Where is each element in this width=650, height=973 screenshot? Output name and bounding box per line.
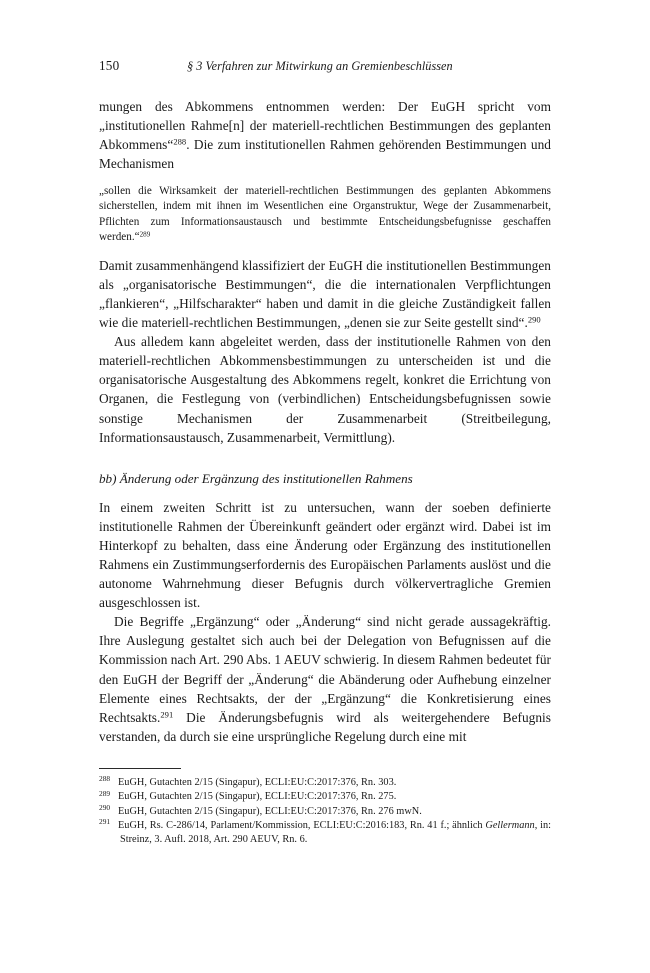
- footnote-marker-291[interactable]: 291: [160, 709, 174, 720]
- footnote-289: 289 EuGH, Gutachten 2/15 (Singapur), ECLI:EU:C:2017:376, Rn. 275.: [99, 788, 397, 803]
- footnote-section: [99, 768, 551, 848]
- page-number: 150: [99, 58, 120, 73]
- footnote-text-after: , in: Streinz, 3. Aufl. 2018, Art. 290 AEUV, Rn. 6.: [120, 820, 551, 846]
- block-quotation: [99, 184, 551, 244]
- footnote-288: 288 EuGH, Gutachten 2/15 (Singapur), ECLI:EU:C:2017:376, Rn. 303.: [99, 774, 397, 788]
- page-text-block: [99, 58, 551, 746]
- paragraph-classification: [99, 256, 551, 332]
- paragraph-text-part-a: mungen des Abkommens entnommen werden: Der EuGH spricht vom „institutionellen Rahme[n] der materiell-rechtlichen Bestimmungen des geplanten Abkommens“: [99, 99, 551, 153]
- paragraph-text: Damit zusammenhängend klassifiziert der EuGH die institutionellen Bestimmungen als „organisatorische Bestimmungen“, die die internationalen Verpflichtungen „flankieren“, „Hilfscharakter“ haben und damit in die gleiche Zuständigkeit fallen wie die materiell-rechtlichen Bestimmungen, „denen sie zur Seite gestellt sind“.: [99, 257, 551, 331]
- footnote-separator-rule: [99, 768, 181, 769]
- paragraph-text-part-b: . Die zum institutionellen Rahmen gehörenden Bestimmungen und Mechanismen: [99, 137, 551, 172]
- paragraph-continuation: [99, 97, 551, 173]
- footnote-291: 291 EuGH, Rs. C-286/14, Parlament/Kommission, ECLI:EU:C:2016:183, Rn. 41 f.; ähnlich Gellermann, in: Streinz, 3. Aufl. 2018, Art. 290 AEUV, Rn. 6.: [99, 817, 551, 846]
- paragraph-second-step: In einem zweiten Schritt ist zu untersuchen, wann der soeben definierte institutionelle Rahmen der Übereinkunft geändert oder ergänzt wird. Dabei ist im Hinterkopf zu behalten, dass eine Änderung oder Ergänzung des institutionellen Rahmens ein Zustimmungserfordernis des Europäischen Parlaments auslöst und die autonome Wahrnehmung dieser Befugnis durch völkervertragliche Gremien ausgeschlossen ist.: [99, 499, 551, 611]
- footnote-marker-288[interactable]: 288: [173, 136, 187, 147]
- subheading-bb: bb) Änderung oder Ergänzung des institutionellen Rahmens: [99, 470, 413, 486]
- running-head: [99, 58, 551, 76]
- paragraph-text-part-b: Die Änderungsbefugnis wird als weitergehendere Befugnis verstanden, da durch sie eine ursprüngliche Regelung durch eine mit: [99, 709, 551, 744]
- footnote-text-before: EuGH, Rs. C-286/14, Parlament/Kommission, ECLI:EU:C:2016:183, Rn. 41 f.; ähnlich: [118, 820, 486, 832]
- paragraph-terms: [99, 612, 551, 746]
- paragraph-text-part-a: Die Begriffe „Ergänzung“ oder „Änderung“ sind nicht gerade aussagekräftig. Ihre Auslegung gestaltet sich auch bei der Delegation von Befugnissen auf die Kommission nach Art. 290 Abs. 1 AEUV schwierig. In diesem Rahmen bedeutet für den EuGH der Begriff der „Änderung“ die Abänderung oder Aufhebung einzelner Elemente eines Rechtsakts, der der „Ergänzung“ die Konkretisierung eines Rechtsakts.: [99, 614, 551, 725]
- running-title: § 3 Verfahren zur Mitwirkung an Gremienbeschlüssen: [187, 59, 453, 73]
- paragraph-conclusion: Aus alledem kann abgeleitet werden, dass der institutionelle Rahmen von den materiell-rechtlichen Abkommensbestimmungen zu unterscheiden ist und die organisatorische Ausgestaltung des Abkommens regelt, konkret die Errichtung von Organen, die Festlegung von (verbindlichen) Entscheidungsbefugnissen sowie sonstige Mechanismen der Zusammenarbeit (Streitbeilegung, Informationsaustausch, Zusammenarbeit, Vermittlung).: [99, 334, 551, 445]
- footnote-text: EuGH, Gutachten 2/15 (Singapur), ECLI:EU:C:2017:376, Rn. 303.: [118, 777, 397, 788]
- footnote-290: 290 EuGH, Gutachten 2/15 (Singapur), ECLI:EU:C:2017:376, Rn. 276 mwN.: [99, 802, 422, 817]
- footnote-marker-289[interactable]: 289: [139, 229, 151, 238]
- footnote-marker-290[interactable]: 290: [527, 314, 541, 325]
- quotation-text: „sollen die Wirksamkeit der materiell-rechtlichen Bestimmungen des geplanten Abkommens sicherstellen, indem mit ihnen im Wesentlichen eine Organstruktur, Wege der Zusammenarbeit, Pflichten zum Informationsaustausch und bestimmte Entscheidungsbefugnisse geschaffen werden.“: [99, 185, 551, 243]
- footnote-author-name: Gellermann: [485, 820, 535, 832]
- footnote-text: EuGH, Gutachten 2/15 (Singapur), ECLI:EU:C:2017:376, Rn. 276 mwN.: [118, 805, 422, 817]
- footnote-text: EuGH, Gutachten 2/15 (Singapur), ECLI:EU:C:2017:376, Rn. 275.: [118, 791, 397, 803]
